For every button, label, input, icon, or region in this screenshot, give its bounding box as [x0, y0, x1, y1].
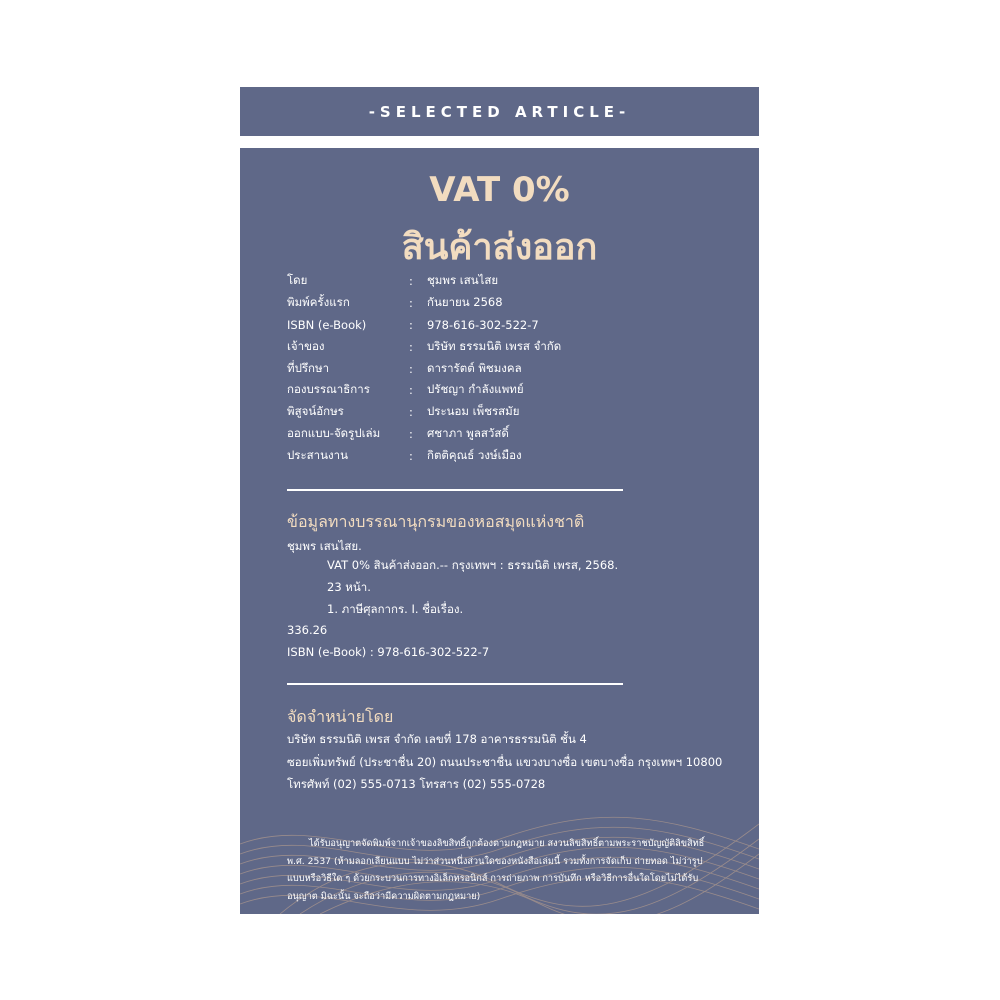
credit-value: 978-616-302-522-7: [427, 317, 539, 332]
credit-row: [287, 401, 707, 423]
cataloging-subjects: 1. ภาษีศุลกากร. I. ชื่อเรื่อง.: [327, 602, 464, 616]
credit-label: กองบรรณาธิการ: [287, 382, 370, 397]
legal-notice: ได้รับอนุญาตจัดพิมพ์จากเจ้าของลิขสิทธิ์ถูกต้องตามกฎหมาย สงวนลิขสิทธิ์ตามพระราชบัญญัติลิขสิทธิ์ พ.ศ. 2537 (ห้ามลอกเลียนแบบ ไม่ว่าส่วนหนึ่งส่วนใดของหนังสือเล่มนี้ รวมทั้งการจัดเก็บ ถ่ายทอด ไม่ว่ารูปแบบหรือวิธีใด ๆ ด้วยกระบวนการทางอิเล็กทรอนิกส์ การถ่ายภาพ การบันทึก หรือวิธีการอื่นใดโดยไม่ได้รับอนุญาต มิฉะนั้น จะถือว่ามีความผิดตามกฎหมาย): [287, 838, 705, 902]
credit-label: ประสานงาน: [287, 448, 348, 463]
distribution-line: ซอยเพิ่มทรัพย์ (ประชาชื่น 20) ถนนประชาชื่น แขวงบางซื่อ เขตบางซื่อ กรุงเทพฯ 10800: [287, 755, 723, 769]
cataloging-author: ชุมพร เสนไสย.: [287, 539, 362, 553]
credit-label: เจ้าของ: [287, 338, 325, 353]
credit-colon: :: [409, 405, 413, 420]
header-label: -SELECTED ARTICLE-: [368, 102, 631, 121]
book-title-line1: VAT 0%: [429, 170, 570, 210]
distribution-line: บริษัท ธรรมนิติ เพรส จำกัด เลขที่ 178 อาคารธรรมนิติ ชั้น 4: [287, 732, 587, 746]
cataloging-isbn: ISBN (e-Book) : 978-616-302-522-7: [287, 645, 490, 659]
credit-colon: :: [409, 361, 413, 376]
book-title-line2: สินค้าส่งออก: [401, 227, 598, 268]
credit-value: ศชาภา พูลสวัสดิ์: [427, 426, 509, 441]
distribution-line: โทรศัพท์ (02) 555-0713 โทรสาร (02) 555-0728: [287, 777, 546, 791]
cataloging-classification: 336.26: [287, 623, 328, 637]
distribution-heading: จัดจำหน่ายโดย: [287, 707, 394, 726]
credit-colon: :: [409, 427, 413, 442]
credit-row: [287, 336, 707, 358]
credit-value: กันยายน 2568: [427, 294, 503, 309]
credit-value: ชุมพร เสนไสย: [427, 272, 499, 287]
credit-label: พิมพ์ครั้งแรก: [287, 294, 350, 309]
divider-rule: [287, 683, 623, 685]
credits-list: [287, 270, 707, 467]
credit-row: [287, 379, 707, 401]
credit-label: พิสูจน์อักษร: [287, 404, 344, 419]
credit-row: [287, 358, 707, 380]
credit-value: ประนอม เพ็ชรสมัย: [427, 404, 520, 419]
cataloging-pages: 23 หน้า.: [327, 580, 371, 594]
credit-row: [287, 445, 707, 467]
cataloging-title-entry: VAT 0% สินค้าส่งออก.-- กรุงเทพฯ : ธรรมนิติ เพรส, 2568.: [327, 558, 619, 572]
divider-rule: [287, 489, 623, 491]
credit-value: กิตติคุณธ์ วงษ์เมือง: [427, 448, 522, 463]
credit-colon: :: [409, 339, 413, 354]
cataloging-heading: ข้อมูลทางบรรณานุกรมของหอสมุดแห่งชาติ: [287, 512, 585, 531]
credit-row: [287, 270, 707, 292]
credit-colon: :: [409, 317, 413, 332]
credit-label: ออกแบบ-จัดรูปเล่ม: [287, 426, 381, 441]
credit-label: ที่ปรึกษา: [287, 360, 330, 375]
credit-label: ISBN (e-Book): [287, 317, 367, 332]
credit-value: ปรัชญา กำลังแพทย์: [427, 382, 524, 397]
credit-colon: :: [409, 295, 413, 310]
credit-row: [287, 292, 707, 314]
credit-row: [287, 423, 707, 445]
credit-value: บริษัท ธรรมนิติ เพรส จำกัด: [427, 338, 562, 353]
credit-value: ดารารัตต์ พิชมงคล: [427, 360, 522, 375]
credit-colon: :: [409, 273, 413, 288]
credit-colon: :: [409, 383, 413, 398]
credit-label: โดย: [287, 272, 308, 287]
credit-row: [287, 314, 707, 336]
credit-colon: :: [409, 449, 413, 464]
selected-article-header: [240, 87, 759, 136]
copyright-page-panel: [240, 148, 759, 914]
